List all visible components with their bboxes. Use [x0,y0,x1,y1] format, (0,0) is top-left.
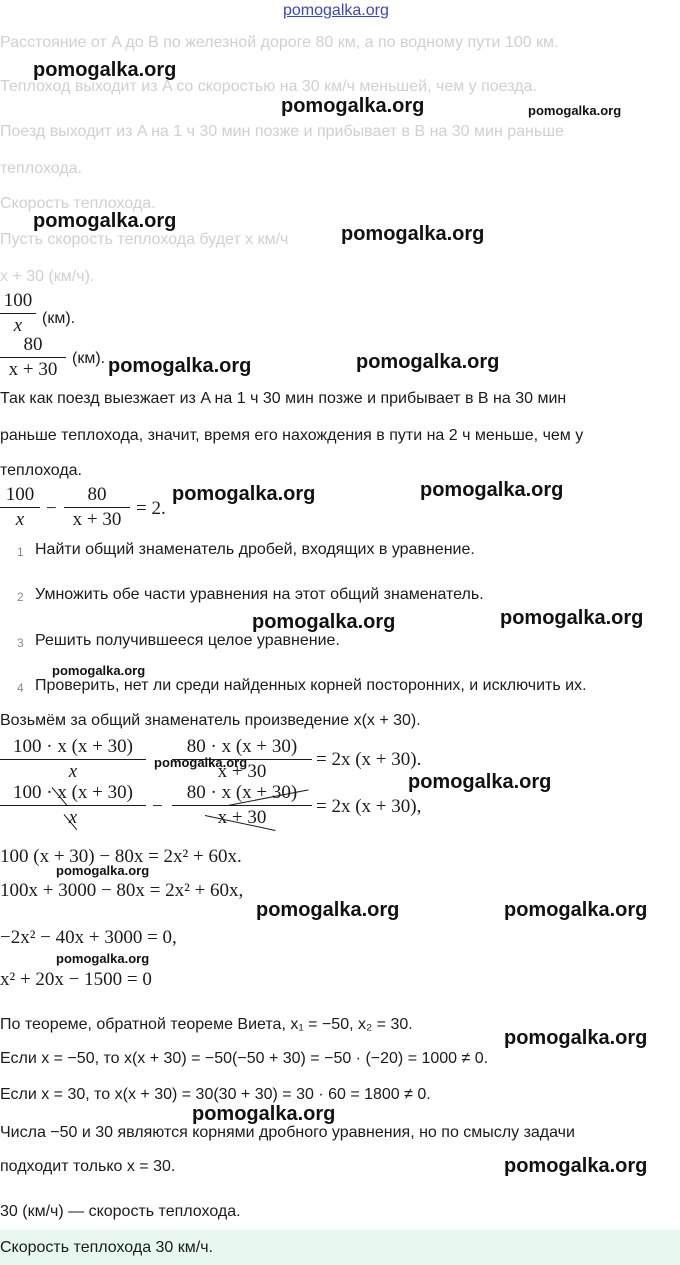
cancel-fraction-1 [0,782,146,829]
fraction-bar [0,805,146,806]
watermark: pomogalka.org [154,755,248,770]
train-time-fraction [0,334,66,381]
common-denominator-text: Возьмём за общий знаменатель произведение x(x + 30). [0,712,421,729]
step-text: Решить получившееся целое уравнение. [35,632,340,649]
watermark: pomogalka.org [504,1027,648,1049]
step-number: 4 [17,681,24,695]
train-time-unit: (км). [72,350,106,367]
reasoning-line-2: раньше теплохода, значит, время его нахождения в пути на 2 ч меньше, чем у [0,427,584,444]
fraction-bar [0,759,146,760]
watermark: pomogalka.org [172,483,316,505]
watermark: pomogalka.org [108,355,252,377]
watermark: pomogalka.org [528,103,622,118]
conclusion-line-1: Числа −50 и 30 являются корнями дробного уравнения, но по смыслу задачи [0,1124,575,1141]
watermark: pomogalka.org [341,223,485,245]
watermark: pomogalka.org [33,59,177,81]
fraction-numerator: 100 · x (x + 30) [13,782,133,803]
reasoning-line-1: Так как поезд выезжает из A на 1 ч 30 мин позже и прибывает в B на 30 мин [0,390,567,407]
step-number: 2 [17,590,24,604]
fraction-denominator: x + 30 [217,761,267,782]
algebra-step-2: 100x + 3000 − 80x = 2x² + 60x, [0,880,244,901]
step-text: Проверить, нет ли среди найденных корней посторонних, и исключить их. [35,677,587,694]
result-text: 30 (км/ч) — скорость теплохода. [0,1203,241,1220]
problem-train-speed: x + 30 (км/ч). [0,268,95,285]
watermark: pomogalka.org [500,607,644,629]
fraction-denominator: x [68,807,78,828]
ship-time-unit: (км). [42,310,76,327]
watermark: pomogalka.org [281,95,425,117]
problem-line-3: Поезд выходит из A на 1 ч 30 мин позже и прибывает в B на 30 мин раньше [0,123,564,140]
algebra-step-3: −2x² − 40x + 3000 = 0, [0,927,177,948]
equation-rhs: = 2. [136,498,166,519]
reasoning-line-3: теплохода. [0,462,82,479]
conclusion-line-2: подходит только x = 30. [0,1158,176,1175]
vieta-text: По теореме, обратной теореме Виета, x₁ = −50, x₂ = 30. [0,1016,413,1033]
step-text: Найти общий знаменатель дробей, входящих в уравнение. [35,541,475,558]
fraction-denominator: x [13,315,23,336]
mult-rhs-2: = 2x (x + 30), [316,796,422,817]
watermark: pomogalka.org [52,663,146,678]
watermark: pomogalka.org [504,1155,648,1177]
step-text: Умножить обе части уравнения на этот общий знаменатель. [35,586,484,603]
problem-question: Скорость теплохода. [0,195,156,212]
fraction-bar [0,313,36,314]
step-number: 3 [17,636,24,650]
fraction-bar [172,805,312,806]
fraction-denominator: x + 30 [217,807,267,828]
fraction-numerator: 80 [23,334,43,355]
algebra-step-1: 100 (x + 30) − 80x = 2x² + 60x. [0,846,242,867]
watermark: pomogalka.org [408,771,552,793]
watermark: pomogalka.org [56,863,150,878]
problem-line-4: теплохода. [0,160,82,177]
fraction-bar [0,507,40,508]
problem-line-2: Теплоход выходит из A со скоростью на 30 км/ч меньшей, чем у поезда. [0,78,537,95]
fraction-numerator: 100 · x (x + 30) [13,736,133,757]
fraction-denominator: x + 30 [8,359,58,380]
check-2: Если x = 30, то x(x + 30) = 30(30 + 30) = 30 · 60 = 1800 ≠ 0. [0,1086,431,1103]
equation-fraction-1 [0,484,40,531]
equation-minus: − [46,498,57,519]
fraction-bar [0,357,66,358]
fraction-numerator: 80 [87,484,107,505]
watermark: pomogalka.org [256,899,400,921]
watermark: pomogalka.org [192,1103,336,1125]
fraction-bar [64,507,130,508]
algebra-step-4: x² + 20x − 1500 = 0 [0,969,152,990]
fraction-numerator: 80 · x (x + 30) [186,782,298,803]
mult-fraction-1 [0,736,146,783]
fraction-numerator: 80 · x (x + 30) [186,736,298,757]
fraction-denominator: x [68,761,78,782]
watermark: pomogalka.org [33,210,177,232]
equation-fraction-2 [64,484,130,531]
watermark: pomogalka.org [356,351,500,373]
fraction-denominator: x + 30 [72,509,122,530]
watermark: pomogalka.org [420,479,564,501]
site-link[interactable]: pomogalka.org [283,2,389,19]
problem-line-1: Расстояние от A до B по железной дороге 80 км, а по водному пути 100 км. [0,34,559,51]
problem-let: Пусть скорость теплохода будет x км/ч [0,231,289,248]
answer-text: Скорость теплохода 30 км/ч. [0,1239,213,1256]
step-number: 1 [17,545,24,559]
fraction-numerator: 100 [5,484,35,505]
fraction-numerator: 100 [3,290,33,311]
watermark: pomogalka.org [504,899,648,921]
watermark: pomogalka.org [56,951,150,966]
ship-time-fraction [0,290,36,337]
minus-sign: − [152,796,163,817]
fraction-denominator: x [15,509,25,530]
watermark: pomogalka.org [252,611,396,633]
mult-rhs-1: = 2x (x + 30). [316,749,422,770]
check-1: Если x = −50, то x(x + 30) = −50(−50 + 30) = −50 · (−20) = 1000 ≠ 0. [0,1050,489,1067]
